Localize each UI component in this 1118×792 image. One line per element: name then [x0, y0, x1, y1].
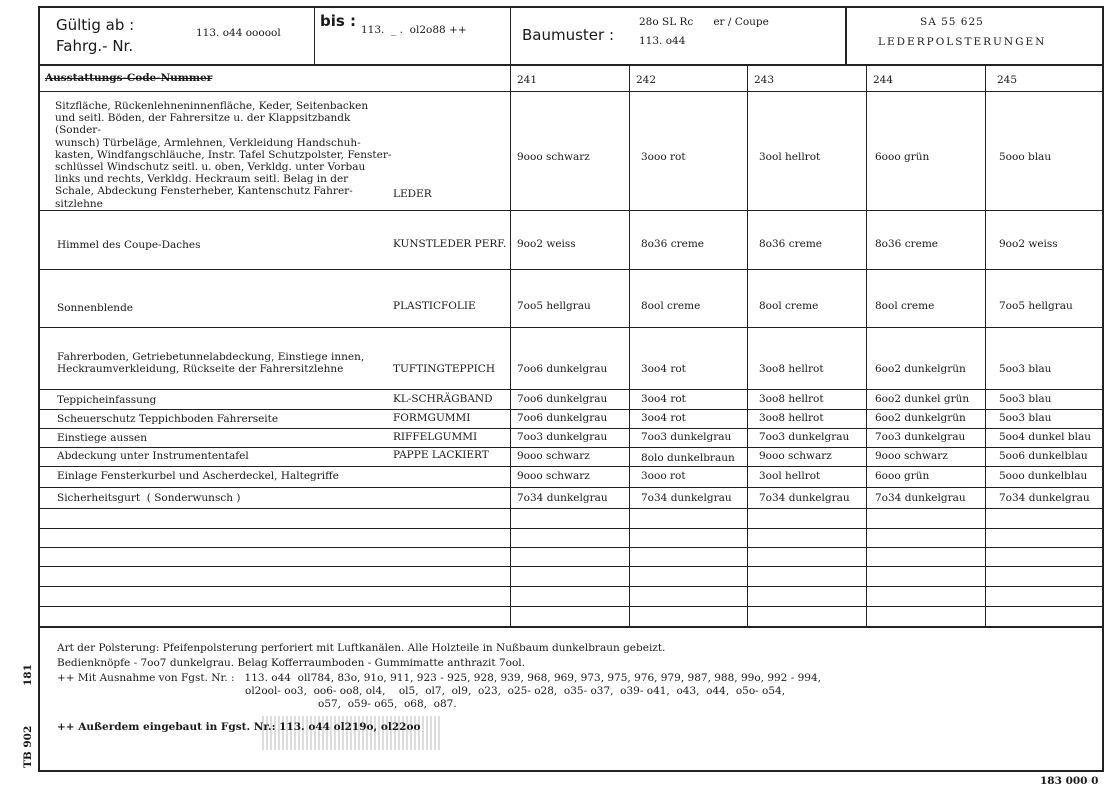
- row-value: 7oo5 hellgrau: [517, 300, 591, 312]
- bis-label: bis :: [320, 12, 357, 30]
- bis-value: 113. _ . ol2o88 ++: [361, 24, 467, 36]
- row-divider: [38, 508, 1104, 509]
- row-value: 7oo6 dunkelgrau: [517, 393, 608, 405]
- code-245: 245: [997, 74, 1018, 86]
- row-value: 7oo3 dunkelgrau: [759, 431, 850, 443]
- row-divider: [38, 528, 1104, 529]
- row-value: 7oo3 dunkelgrau: [875, 431, 966, 443]
- col-sep-243: [747, 64, 748, 626]
- row-value: 8ool creme: [875, 300, 935, 312]
- row-divider: [38, 428, 1104, 429]
- row-value: 3oo4 rot: [641, 363, 686, 375]
- sa-number: SA 55 625: [920, 16, 984, 28]
- row-description: Sitzfläche, Rückenlehneninnenfläche, Keder, Seitenbacken und seitl. Böden, der Fahrersitze u. der Klappsitzbandk (Sonder- wunsch) Türbeläge, Armlehnen, Verkleidung Handschuh- kasten, Windfangschläuche, Instr. Tafel Schutzpolster, Fenster- schlüssel Windschutz seitl. u. oben, Verkldg. unter Vorbau links und rechts, Verkldg. Heckraum seitl. Belag in der Schale, Abdeckung Fensterheber, Kantenschutz Fahrer- sitzlehne: [55, 100, 392, 210]
- row-divider: [38, 327, 1104, 328]
- code-243: 243: [754, 74, 775, 86]
- row-value: 6oo2 dunkelgrün: [875, 412, 966, 424]
- row-value: 5oo3 blau: [999, 412, 1052, 424]
- row-value: 7oo6 dunkelgrau: [517, 412, 608, 424]
- footer-note-exceptions-3: o57, o59- o65, o68, o87.: [318, 698, 457, 710]
- row-value: 7o34 dunkelgrau: [759, 492, 850, 504]
- sa-title: LEDERPOLSTERUNGEN: [878, 36, 1047, 48]
- row-divider: [38, 409, 1104, 410]
- header-sep-3: [845, 6, 847, 64]
- row-description: Himmel des Coupe-Daches: [57, 239, 201, 251]
- code-row-divider: [38, 91, 1104, 92]
- side-number-tb: TB 902: [22, 725, 34, 768]
- row-value: 5oo3 blau: [999, 393, 1052, 405]
- row-value: 6ooo grün: [875, 151, 930, 163]
- row-value: 9ooo schwarz: [517, 151, 590, 163]
- row-divider: [38, 606, 1104, 607]
- row-value: 7o34 dunkelgrau: [517, 492, 608, 504]
- row-value: 8ool creme: [759, 300, 819, 312]
- row-description: Einstiege aussen: [57, 432, 148, 444]
- row-value: 9oo2 weiss: [999, 238, 1058, 250]
- footer-note-upholstery: Art der Polsterung: Pfeifenpolsterung perforiert mit Luftkanälen. Alle Holzteile in Nußbaum dunkelbraun gebeizt.: [57, 642, 666, 654]
- footer-note-additional: ++ Außerdem eingebaut in Fgst. Nr.: 113. o44 ol219o, ol22oo: [57, 721, 421, 733]
- col-sep-241: [510, 64, 511, 626]
- row-material: PLASTICFOLIE: [393, 300, 476, 312]
- row-divider: [38, 487, 1104, 488]
- col-sep-244: [866, 64, 867, 626]
- row-value: 5ooo blau: [999, 151, 1052, 163]
- code-244: 244: [873, 74, 894, 86]
- row-material: KUNSTLEDER PERF.: [393, 238, 507, 250]
- row-value: 7oo6 dunkelgrau: [517, 363, 608, 375]
- header-divider: [38, 64, 1104, 66]
- row-value: 6oo2 dunkel grün: [875, 393, 970, 405]
- row-value: 8ool creme: [641, 300, 701, 312]
- row-value: 3oo8 hellrot: [759, 393, 824, 405]
- baumuster-line-2: 113. o44: [639, 35, 686, 47]
- row-value: 9ooo schwarz: [517, 450, 590, 462]
- row-value: 3ooo rot: [641, 470, 686, 482]
- row-value: 7o34 dunkelgrau: [999, 492, 1090, 504]
- row-value: 8o36 creme: [759, 238, 822, 250]
- row-value: 7oo3 dunkelgrau: [517, 431, 608, 443]
- row-material: RIFFELGUMMI: [393, 431, 478, 443]
- row-value: 6ooo grün: [875, 470, 930, 482]
- code-label: Ausstattungs-Code-Nummer: [45, 72, 213, 84]
- row-value: 8olo dunkelbraun: [641, 452, 735, 464]
- row-material: LEDER: [393, 188, 432, 200]
- gueltig-value: 113. o44 oooool: [196, 27, 281, 39]
- header-sep-2: [510, 6, 511, 64]
- footer-note-exceptions-2: ol2ool- oo3, oo6- oo8, ol4, ol5, ol7, ol9, o23, o25- o28, o35- o37, o39- o41, o43, o44, o5o- o54,: [245, 685, 786, 697]
- row-divider: [38, 566, 1104, 567]
- row-value: 5oo3 blau: [999, 363, 1052, 375]
- row-description: Sonnenblende: [57, 302, 134, 314]
- gueltig-label: Gültig ab :: [56, 16, 135, 34]
- row-value: 3oo8 hellrot: [759, 363, 824, 375]
- header-sep-1: [314, 6, 315, 64]
- row-value: 3ool hellrot: [759, 470, 821, 482]
- row-value: 7oo3 dunkelgrau: [641, 431, 732, 443]
- footer-note-knobs: Bedienknöpfe - 7oo7 dunkelgrau. Belag Kofferraumboden - Gummimatte anthrazit 7ool.: [57, 657, 525, 669]
- row-value: 3oo4 rot: [641, 412, 686, 424]
- row-value: 8o36 creme: [875, 238, 938, 250]
- baumuster-line-1: 28o SL Rc er / Coupe: [639, 16, 769, 28]
- row-value: 5oo6 dunkelblau: [999, 450, 1088, 462]
- baumuster-label: Baumuster :: [522, 26, 615, 44]
- row-value: 7o34 dunkelgrau: [641, 492, 732, 504]
- row-description: Abdeckung unter Instrumententafel: [57, 450, 249, 462]
- row-value: 9oo2 weiss: [517, 238, 576, 250]
- col-sep-245: [985, 64, 986, 626]
- row-divider: [38, 447, 1104, 448]
- row-divider: [38, 466, 1104, 467]
- row-value: 3oo4 rot: [641, 393, 686, 405]
- row-divider: [38, 269, 1104, 270]
- row-value: 8o36 creme: [641, 238, 704, 250]
- row-material: KL-SCHRÄGBAND: [393, 393, 493, 405]
- code-242: 242: [636, 74, 657, 86]
- row-value: 5ooo dunkelblau: [999, 470, 1088, 482]
- row-material: PAPPE LACKIERT: [393, 449, 489, 461]
- fahrg-label: Fahrg.- Nr.: [56, 37, 134, 55]
- row-material: FORMGUMMI: [393, 412, 471, 424]
- row-value: 3ool hellrot: [759, 151, 821, 163]
- row-value: 5oo4 dunkel blau: [999, 431, 1091, 443]
- side-number-181: 181: [22, 664, 34, 686]
- row-material: TUFTINGTEPPICH: [393, 363, 496, 375]
- row-value: 9ooo schwarz: [875, 450, 948, 462]
- row-value: 7oo5 hellgrau: [999, 300, 1073, 312]
- row-divider: [38, 547, 1104, 548]
- footer-note-exceptions: ++ Mit Ausnahme von Fgst. Nr. : 113. o44 oll784, 83o, 91o, 911, 923 - 925, 928, 939, 968, 969, 973, 975, 976, 979, 987, 988, 99o, 992 - 994,: [57, 672, 821, 684]
- row-divider: [38, 389, 1104, 390]
- row-description: Teppicheinfassung: [57, 394, 157, 406]
- row-description: Fahrerboden, Getriebetunnelabdeckung, Einstiege innen, Heckraumverkleidung, Rückseite der Fahrersitzlehne: [57, 351, 365, 376]
- row-value: 7o34 dunkelgrau: [875, 492, 966, 504]
- row-value: 3ooo rot: [641, 151, 686, 163]
- code-241: 241: [517, 74, 538, 86]
- row-divider: [38, 210, 1104, 211]
- col-sep-242: [629, 64, 630, 626]
- row-value: 9ooo schwarz: [759, 450, 832, 462]
- table-bottom-divider: [38, 626, 1104, 628]
- row-value: 9ooo schwarz: [517, 470, 590, 482]
- row-divider: [38, 586, 1104, 587]
- row-description: Einlage Fensterkurbel und Ascherdeckel, Haltegriffe: [57, 470, 339, 482]
- bottom-number: 183 000 0: [1040, 775, 1099, 787]
- row-description: Scheuerschutz Teppichboden Fahrerseite: [57, 413, 279, 425]
- row-value: 6oo2 dunkelgrün: [875, 363, 966, 375]
- row-description: Sicherheitsgurt ( Sonderwunsch ): [57, 492, 241, 504]
- row-value: 3oo8 hellrot: [759, 412, 824, 424]
